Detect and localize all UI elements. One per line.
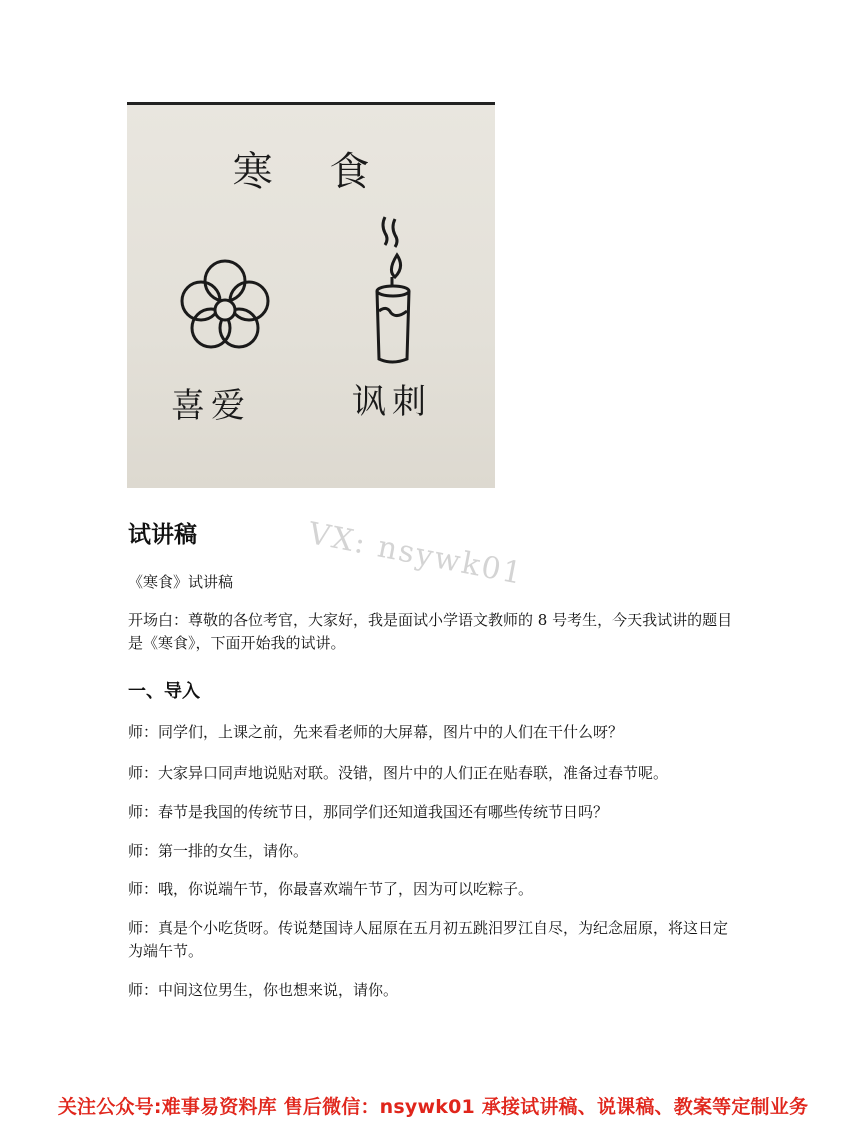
caption-satire: 讽刺	[352, 382, 432, 422]
flower-icon	[182, 261, 268, 347]
drawing	[127, 105, 495, 485]
promo-banner: 关注公众号:难事易资料库 售后微信：nsywk01 承接试讲稿、说课稿、教案等定制业务	[57, 1096, 809, 1118]
candle-icon	[377, 217, 409, 362]
document-heading: 试讲稿	[128, 522, 197, 548]
dialogue-line: 师：中间这位男生，你也想来说，请你。	[128, 981, 399, 999]
opening-paragraph: 开场白：尊敬的各位考官，大家好，我是面试小学语文教师的 8 号考生，今天我试讲的题目是《寒食》，下面开始我的试讲。	[128, 611, 733, 652]
dialogue-line: 师：哦，你说端午节，你最喜欢端午节了，因为可以吃粽子。	[128, 880, 534, 898]
dialogue-line: 师：同学们，上课之前，先来看老师的大屏幕，图片中的人们在干什么呀？	[128, 723, 624, 741]
drawing-title: 寒 食	[232, 149, 392, 195]
dialogue-line: 师：春节是我国的传统节日，那同学们还知道我国还有哪些传统节日吗？	[128, 803, 609, 821]
caption-like: 喜爱	[171, 386, 251, 426]
dialogue-line: 师：第一排的女生，请你。	[128, 842, 309, 860]
lesson-title-line: 《寒食》试讲稿	[128, 573, 234, 591]
dialogue-line: 师：真是个小吃货呀。传说楚国诗人屈原在五月初五跳汨罗江自尽，为纪念屈原，将这日定为端午节。	[128, 919, 729, 960]
blackboard-photo	[127, 102, 495, 488]
watermark: VX: nsywk01	[305, 516, 527, 593]
dialogue-line: 师：大家异口同声地说贴对联。没错，图片中的人们正在贴春联，准备过春节呢。	[128, 764, 669, 782]
section-intro-heading: 一、导入	[128, 681, 200, 702]
